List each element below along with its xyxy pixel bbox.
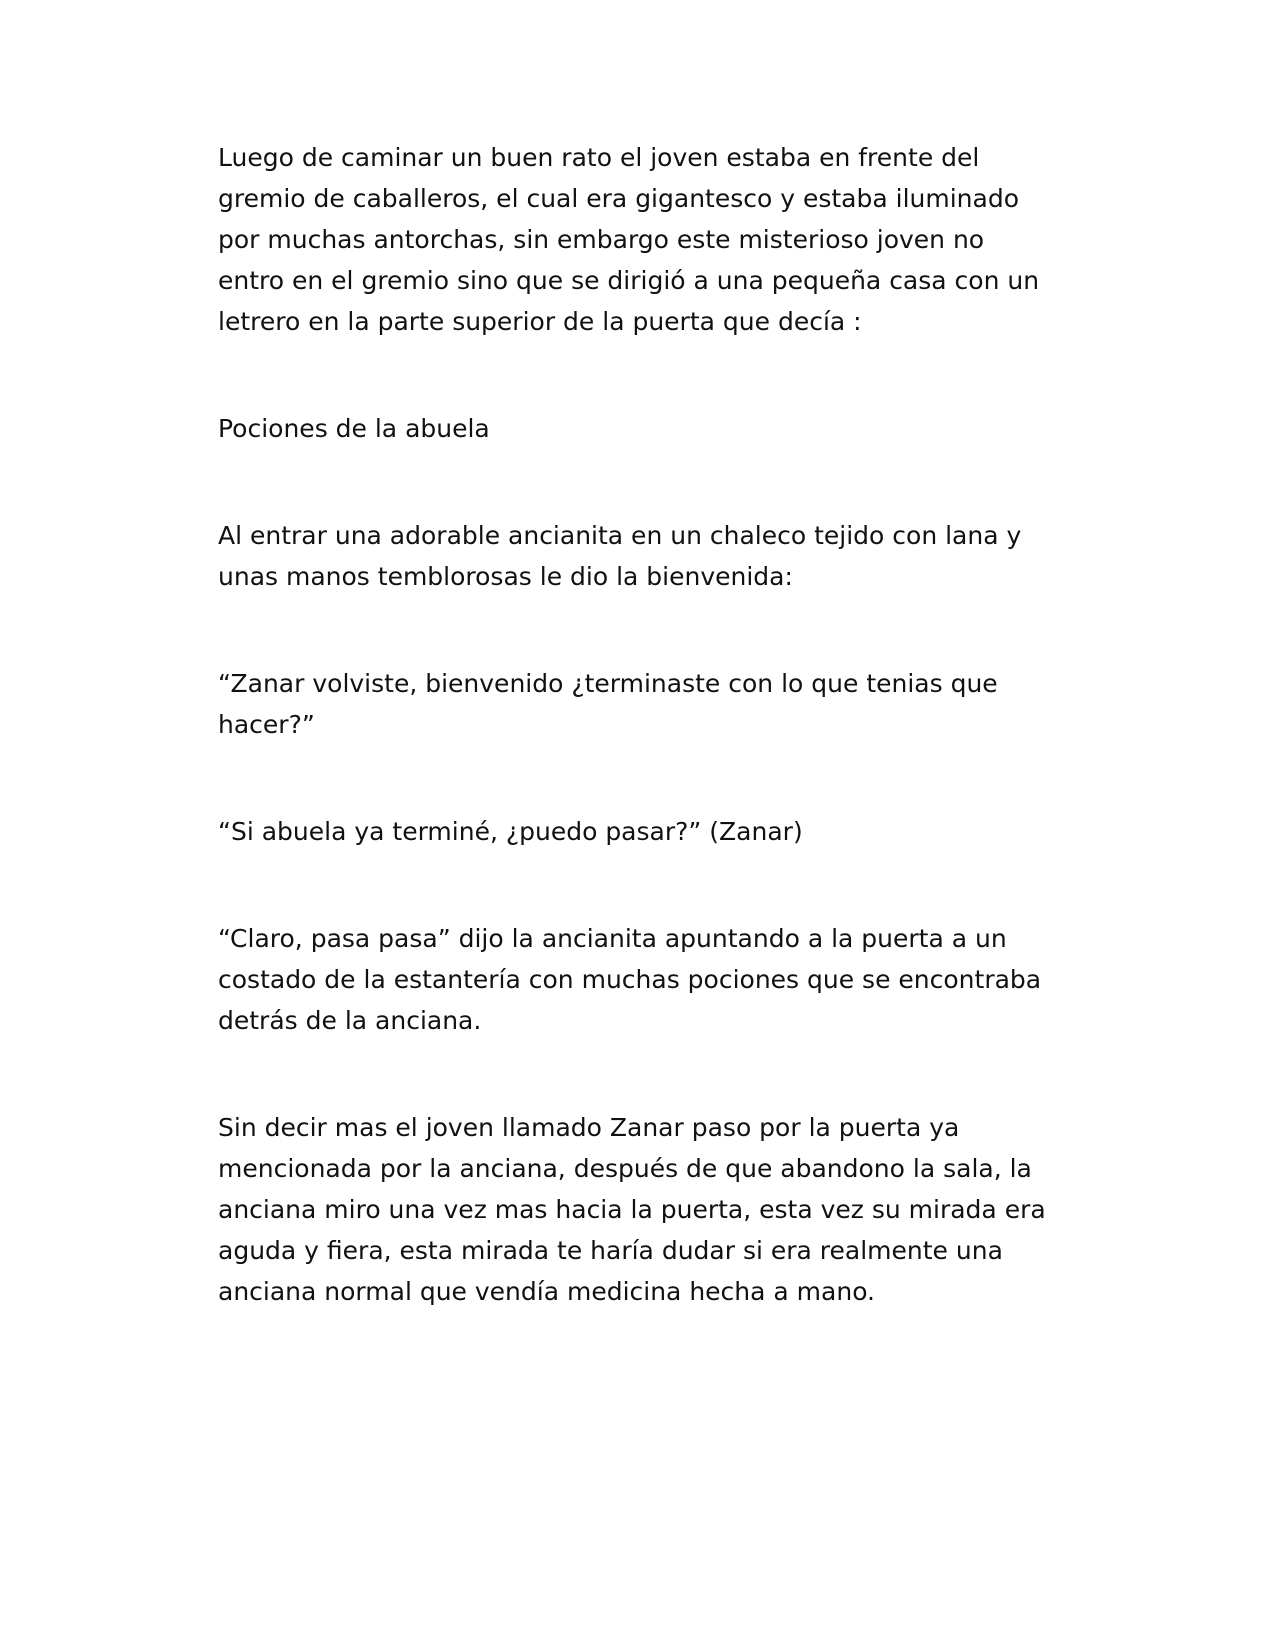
- paragraph-spacer: [218, 1041, 1058, 1107]
- paragraph-dialogue-1: “Zanar volviste, bienvenido ¿terminaste con lo que tenias que hacer?”: [218, 669, 998, 739]
- paragraph-closing: Sin decir mas el joven llamado Zanar paso por la puerta ya mencionada por la anciana, después de que abandono la sala, la anciana miro una vez mas hacia la puerta, esta vez su mirada era aguda y fiera, esta mirada te haría dudar si era realmente una anciana normal que vendía medicina hecha a mano.: [218, 1113, 1046, 1306]
- paragraph-spacer: [218, 449, 1058, 515]
- paragraph-entrance: Al entrar una adorable ancianita en un chaleco tejido con lana y unas manos temblorosas le dio la bienvenida:: [218, 521, 1022, 591]
- paragraph-dialogue-3: “Claro, pasa pasa” dijo la ancianita apuntando a la puerta a un costado de la estantería con muchas pociones que se encontraba detrás de la anciana.: [218, 924, 1042, 1035]
- paragraph-sign: Pociones de la abuela: [218, 414, 490, 443]
- paragraph-spacer: [218, 852, 1058, 918]
- paragraph-intro: Luego de caminar un buen rato el joven estaba en frente del gremio de caballeros, el cual era gigantesco y estaba iluminado por muchas antorchas, sin embargo este misterioso joven no entro en el gremio sino que se dirigió a una pequeña casa con un letrero en la parte superior de la puerta que decía :: [218, 143, 1040, 336]
- paragraph-spacer: [218, 745, 1058, 811]
- paragraph-spacer: [218, 597, 1058, 663]
- paragraph-spacer: [218, 342, 1058, 408]
- paragraph-dialogue-2: “Si abuela ya terminé, ¿puedo pasar?” (Zanar): [218, 817, 803, 846]
- document-body: [218, 137, 1058, 1312]
